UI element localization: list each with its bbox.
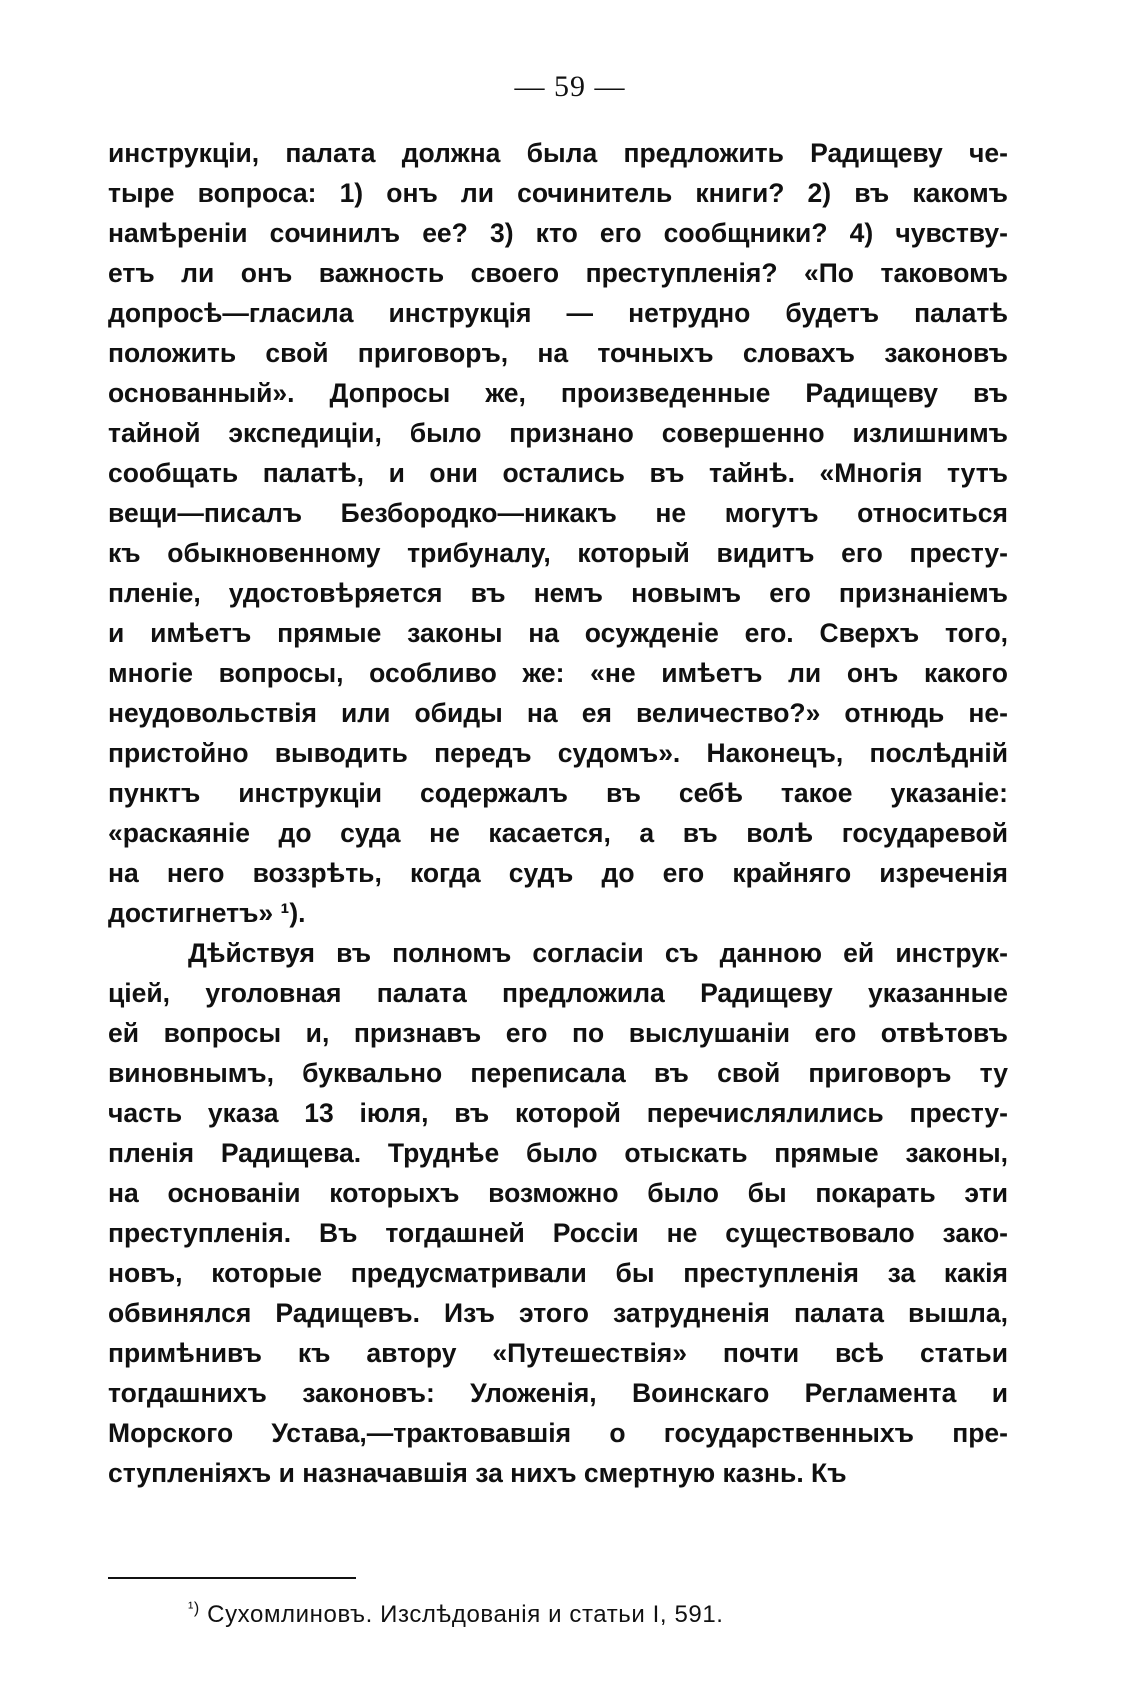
text-line: основанный». Допросы же, произведенные Радищеву въ: [108, 378, 1008, 408]
footnote: [188, 1592, 968, 1632]
text-line: тайной экспедиціи, было признано совершенно излишнимъ: [108, 418, 1008, 448]
text-line: пунктъ инструкціи содержалъ въ себѣ такое указаніе:: [108, 778, 1008, 808]
page-number: — 59 —: [514, 70, 626, 103]
text-line: примѣнивъ къ автору «Путешествія» почти всѣ статьи: [108, 1338, 1008, 1368]
text-line: виновнымъ, буквально переписала въ свой приговоръ ту: [108, 1058, 1008, 1088]
text-line: пленіе, удостовѣряется въ немъ новымъ его признаніемъ: [108, 578, 1008, 608]
text-line: къ обыкновенному трибуналу, который видитъ его престу-: [108, 538, 1008, 568]
text-line: обвинялся Радищевъ. Изъ этого затрудненія палата вышла,: [108, 1298, 1008, 1328]
text-line: часть указа 13 іюля, въ которой перечислялились престу-: [108, 1098, 1008, 1128]
text-line: Морского Устава,—трактовавшія о государственныхъ пре-: [108, 1418, 1008, 1448]
text-line: достигнетъ» ¹).: [108, 898, 306, 928]
text-line: на основаніи которыхъ возможно было бы покарать эти: [108, 1178, 1008, 1208]
footnote-text: Сухомлиновъ. Изслѣдованія и статьи I, 591.: [207, 1601, 724, 1628]
text-line: Дѣйствуя въ полномъ согласіи съ данною ей инструк-: [188, 938, 1008, 968]
text-line: тыре вопроса: 1) онъ ли сочинитель книги? 2) въ какомъ: [108, 178, 1008, 208]
text-line: многіе вопросы, особливо же: «не имѣетъ ли онъ какого: [108, 658, 1008, 688]
footnote-marker: ¹): [188, 1600, 200, 1617]
body-text: [108, 133, 1008, 1493]
text-line: положить свой приговоръ, на точныхъ словахъ законовъ: [108, 338, 1008, 368]
text-line: ей вопросы и, признавъ его по выслушаніи его отвѣтовъ: [108, 1018, 1008, 1048]
text-line: пленія Радищева. Труднѣе было отыскать прямые законы,: [108, 1138, 1008, 1168]
text-line: тогдашнихъ законовъ: Уложенія, Воинскаго Регламента и: [108, 1378, 1008, 1408]
paragraph: [108, 933, 1008, 1493]
text-line: намѣреніи сочинилъ ее? 3) кто его сообщники? 4) чувству-: [108, 218, 1008, 248]
text-line: инструкціи, палата должна была предложить Радищеву че-: [108, 138, 1008, 168]
text-line: сообщать палатѣ, и они остались въ тайнѣ. «Многія тутъ: [108, 458, 1008, 488]
text-line: етъ ли онъ важность своего преступленія? «По таковомъ: [108, 258, 1008, 288]
footnote-divider: [108, 1577, 356, 1579]
text-line: допросѣ—гласила инструкція — нетрудно будетъ палатѣ: [108, 298, 1008, 328]
text-line: и имѣетъ прямые законы на осужденіе его. Сверхъ того,: [108, 618, 1008, 648]
text-line: ціей, уголовная палата предложила Радищеву указанные: [108, 978, 1008, 1008]
text-line: неудовольствія или обиды на ея величество?» отнюдь не-: [108, 698, 1008, 728]
text-line: преступленія. Въ тогдашней Россіи не существовало зако-: [108, 1218, 1008, 1248]
text-line: вещи—писалъ Безбородко—никакъ не могутъ относиться: [108, 498, 1008, 528]
text-line: новъ, которые предусматривали бы преступленія за какія: [108, 1258, 1008, 1288]
text-line: на него воззрѣть, когда судъ до его крайняго изреченія: [108, 858, 1008, 888]
text-line: «раскаяніе до суда не касается, а въ волѣ государевой: [108, 818, 1008, 848]
paragraph: [108, 133, 1008, 933]
text-line: ступленіяхъ и назначавшія за нихъ смертную казнь. Къ: [108, 1458, 847, 1488]
text-line: пристойно выводить передъ судомъ». Наконецъ, послѣдній: [108, 738, 1008, 768]
